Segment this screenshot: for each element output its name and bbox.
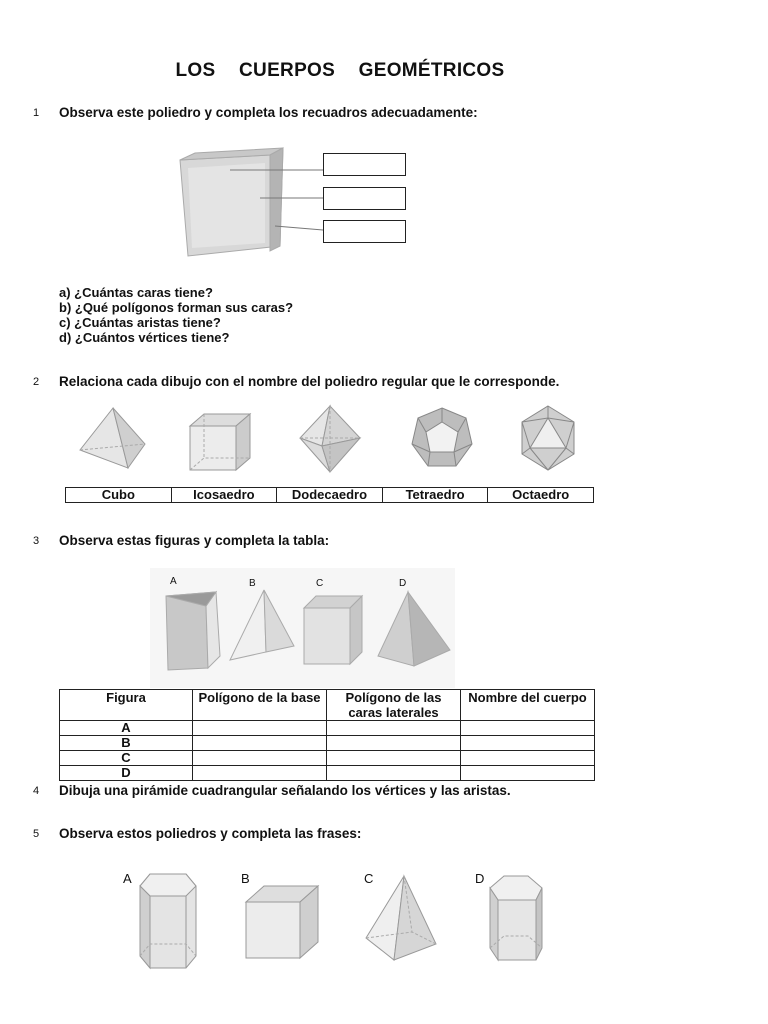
question-4-text: Dibuja una pirámide cuadrangular señalando los vértices y las aristas. (59, 783, 511, 798)
answer-box-3[interactable] (323, 220, 406, 243)
question-1-item-b: b) ¿Qué polígonos forman sus caras? (59, 300, 294, 315)
name-cell[interactable]: Tetraedro (382, 488, 488, 503)
figure-letter-b: B (241, 871, 250, 886)
question-4-number: 4 (33, 785, 40, 797)
table-cell[interactable] (327, 751, 461, 766)
octahedron-figure (296, 404, 364, 474)
answer-box-1[interactable] (323, 153, 406, 176)
row-label: A (60, 721, 193, 736)
answer-box-2[interactable] (323, 187, 406, 210)
question-5-number: 5 (33, 828, 40, 840)
table-cell[interactable] (461, 766, 595, 781)
pyramid-figure-b (226, 588, 298, 668)
cube-figure (188, 412, 252, 472)
row-label: C (60, 751, 193, 766)
table-cell[interactable] (193, 751, 327, 766)
question-1-number: 1 (33, 107, 40, 119)
pentagonal-prism-figure (486, 874, 546, 962)
table-row (60, 766, 595, 781)
row-label: B (60, 736, 193, 751)
name-cell[interactable]: Cubo (66, 488, 172, 503)
figure-letter-a: A (123, 871, 132, 886)
figure-letter-d: D (475, 871, 485, 886)
table-cell[interactable] (193, 766, 327, 781)
question-2-number: 2 (33, 376, 40, 388)
table-cell[interactable] (461, 721, 595, 736)
name-cell[interactable]: Dodecaedro (277, 488, 383, 503)
table-header: Polígono de la base (193, 690, 327, 721)
table-cell[interactable] (327, 766, 461, 781)
table-row (60, 721, 595, 736)
table-header: Polígono de las caras laterales (327, 690, 461, 721)
figure-letter-c: C (316, 578, 324, 589)
table-header: Figura (60, 690, 193, 721)
table-row (60, 736, 595, 751)
figures-table (59, 689, 595, 781)
table-cell[interactable] (193, 721, 327, 736)
question-1-item-c: c) ¿Cuántas aristas tiene? (59, 315, 221, 330)
table-cell[interactable] (327, 721, 461, 736)
pyramid-figure-5c (364, 874, 440, 964)
prism-figure-a (162, 588, 230, 676)
table-row (60, 751, 595, 766)
dodecahedron-figure (410, 406, 474, 470)
figure-letter-d: D (399, 578, 407, 589)
name-cell[interactable]: Icosaedro (171, 488, 277, 503)
question-5-text: Observa estos poliedros y completa las frases: (59, 826, 362, 841)
icosahedron-figure (518, 404, 578, 472)
page-title: LOS CUERPOS GEOMÉTRICOS (175, 60, 505, 81)
question-1-text: Observa este poliedro y completa los recuadros adecuadamente: (59, 105, 478, 120)
name-cell[interactable]: Octaedro (488, 488, 594, 503)
pyramid-figure-d (374, 590, 454, 670)
figure-letter-a: A (170, 576, 177, 587)
table-cell[interactable] (327, 736, 461, 751)
table-cell[interactable] (461, 751, 595, 766)
row-label: D (60, 766, 193, 781)
table-cell[interactable] (461, 736, 595, 751)
polyhedron-names-table (65, 487, 594, 503)
cube-figure-c (300, 594, 366, 666)
hexagonal-prism-figure (136, 872, 200, 972)
question-2-text: Relaciona cada dibujo con el nombre del poliedro regular que le corresponde. (59, 374, 560, 389)
question-3-text: Observa estas figuras y completa la tabla: (59, 533, 330, 548)
figure-letter-c: C (364, 871, 374, 886)
tetrahedron-figure (78, 406, 148, 472)
question-3-number: 3 (33, 535, 40, 547)
table-cell[interactable] (193, 736, 327, 751)
question-1-item-d: d) ¿Cuántos vértices tiene? (59, 330, 230, 345)
question-1-item-a: a) ¿Cuántas caras tiene? (59, 285, 213, 300)
table-header: Nombre del cuerpo (461, 690, 595, 721)
figure-letter-b: B (249, 578, 256, 589)
cube-figure-5b (244, 884, 320, 960)
